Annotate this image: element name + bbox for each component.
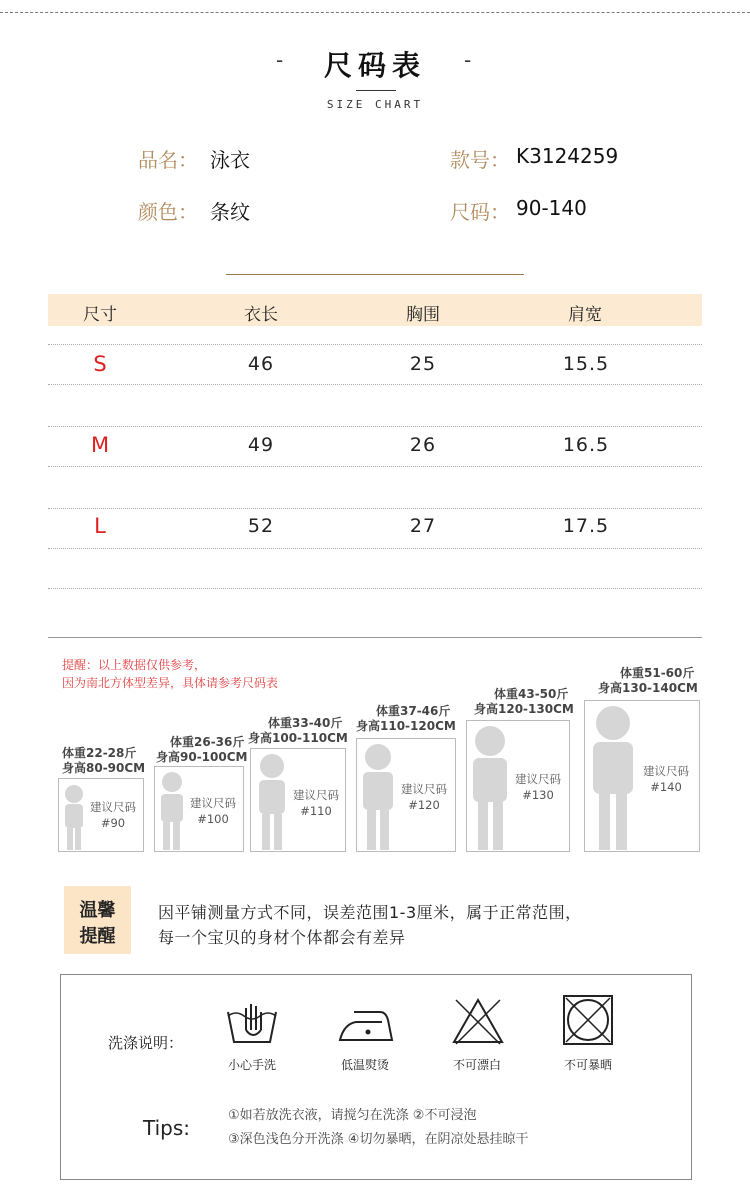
kid-height: 身高130-140CM	[598, 681, 698, 695]
page-title: 尺码表	[323, 49, 426, 82]
color-label: 颜色：	[138, 200, 198, 224]
kid-height: 身高120-130CM	[474, 702, 574, 716]
table-row-divider	[48, 508, 702, 509]
section-divider	[48, 637, 702, 638]
color-value: 条纹	[210, 200, 250, 224]
kid-suggest-size: #130	[522, 788, 554, 802]
kid-suggest-size: #140	[650, 780, 682, 794]
table-row-divider	[48, 548, 702, 549]
kid-suggest-size: #110	[300, 804, 332, 818]
table-header-size: 尺寸	[83, 305, 117, 325]
table-header-chest: 胸围	[406, 305, 440, 325]
kid-suggest-label: 建议尺码	[643, 764, 689, 778]
low-iron-caption: 低温熨烫	[340, 1058, 389, 1072]
reminder-line-2: 因为南北方体型差异，具体请参考尺码表	[62, 676, 279, 690]
child-silhouette-icon	[466, 722, 518, 852]
style-value: K3124259	[516, 144, 619, 168]
page-subtitle: SIZE CHART	[326, 98, 424, 111]
name-label: 品名：	[138, 148, 198, 172]
hand-wash-icon	[224, 1000, 280, 1046]
table-header	[48, 294, 702, 326]
title-dash-left: -	[276, 48, 284, 72]
kid-suggest-size: #100	[197, 812, 229, 826]
table-row-divider	[48, 588, 702, 589]
size-cell: L	[94, 514, 106, 538]
warm-tip-title-2: 提醒	[79, 926, 116, 947]
length-cell: 49	[247, 434, 275, 456]
size-range-value: 90-140	[516, 196, 587, 220]
kid-height: 身高110-120CM	[356, 719, 456, 733]
care-label: 洗涤说明：	[108, 1034, 184, 1052]
tips-line-2: ③深色浅色分开洗涤 ④切勿暴晒，在阴凉处悬挂晾干	[228, 1132, 529, 1147]
no-tumble-icon	[560, 992, 616, 1048]
length-cell: 46	[247, 353, 275, 375]
warm-tip-badge	[64, 886, 131, 954]
kid-weight: 体重37-46斤	[376, 704, 451, 718]
kid-height: 身高80-90CM	[62, 761, 146, 775]
size-cell: S	[93, 352, 107, 376]
warm-tip-line-1: 因平铺测量方式不同，误差范围1-3厘米，属于正常范围，	[158, 903, 582, 922]
table-header-length: 衣长	[244, 305, 278, 325]
no-bleach-caption: 不可漂白	[452, 1058, 501, 1072]
title-dash-right: -	[464, 48, 472, 72]
name-value: 泳衣	[210, 148, 250, 172]
shoulder-cell: 16.5	[562, 434, 610, 456]
size-range-label: 尺码：	[450, 200, 510, 224]
kid-weight: 体重43-50斤	[494, 687, 569, 701]
kid-weight: 体重33-40斤	[268, 716, 343, 730]
shoulder-cell: 17.5	[562, 515, 610, 537]
kid-suggest-label: 建议尺码	[515, 772, 561, 786]
reminder-line-1: 提醒：以上数据仅供参考，	[62, 658, 207, 672]
no-tumble-caption: 不可暴晒	[563, 1058, 612, 1072]
table-row-divider	[48, 466, 702, 467]
kid-weight: 体重51-60斤	[620, 666, 695, 680]
kid-suggest-label: 建议尺码	[293, 788, 339, 802]
low-iron-icon	[338, 1006, 394, 1046]
kid-weight: 体重26-36斤	[170, 735, 245, 749]
kid-suggest-size: #90	[100, 816, 126, 830]
kid-suggest-label: 建议尺码	[190, 796, 236, 810]
kid-height: 身高90-100CM	[156, 750, 248, 764]
table-row-divider	[48, 426, 702, 427]
no-bleach-icon	[450, 996, 506, 1046]
kid-weight: 体重22-28斤	[62, 746, 137, 760]
section-divider	[226, 274, 524, 275]
top-dashed-divider	[0, 12, 750, 13]
chest-cell: 26	[409, 434, 437, 456]
warm-tip-line-2: 每一个宝贝的身材个体都会有差异	[158, 928, 406, 947]
chest-cell: 27	[409, 515, 437, 537]
table-header-shoulder: 肩宽	[568, 305, 602, 325]
length-cell: 52	[247, 515, 275, 537]
kid-suggest-size: #120	[408, 798, 440, 812]
tips-label: Tips:	[143, 1116, 191, 1140]
shoulder-cell: 15.5	[562, 353, 610, 375]
size-cell: M	[90, 433, 110, 457]
warm-tip-title-1: 温馨	[79, 900, 116, 921]
tips-line-1: ①如若放洗衣液，请搅匀在洗涤 ②不可浸泡	[228, 1108, 477, 1123]
hand-wash-caption: 小心手洗	[227, 1058, 276, 1072]
kid-suggest-label: 建议尺码	[90, 800, 136, 814]
chest-cell: 25	[409, 353, 437, 375]
title-underline	[356, 90, 396, 91]
kid-height: 身高100-110CM	[248, 731, 348, 745]
table-row-divider	[48, 344, 702, 345]
kid-suggest-label: 建议尺码	[401, 782, 447, 796]
style-label: 款号：	[450, 148, 510, 172]
table-row-divider	[48, 384, 702, 385]
